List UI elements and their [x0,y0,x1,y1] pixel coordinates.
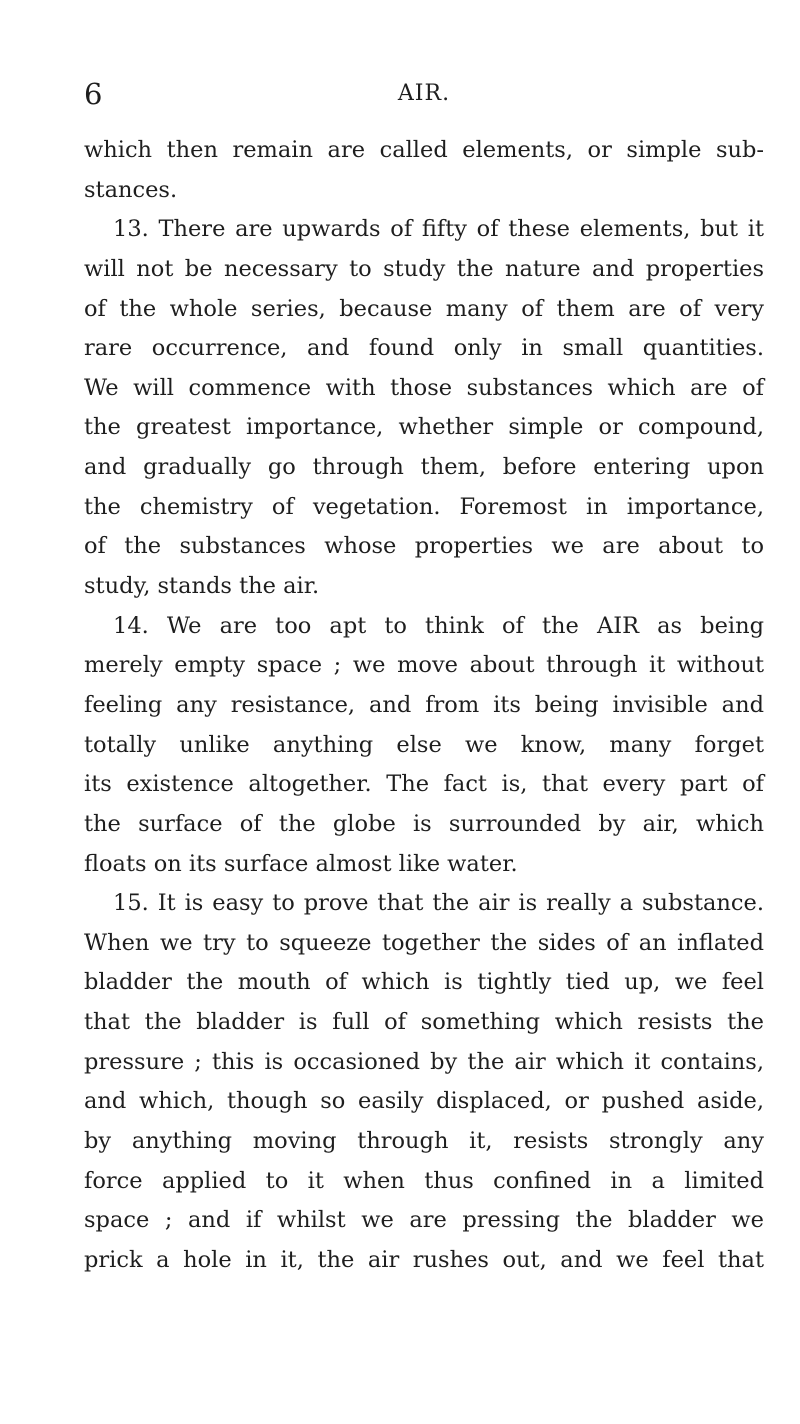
text-line: 15. It is easy to prove that the air is really a substance. [113,890,764,917]
text-line: the surface of the globe is surrounded by air, which [84,810,764,837]
body-text [84,131,764,1281]
text-line: stances. [84,176,178,203]
text-line: that the bladder is full of something which resists the [84,1009,764,1036]
text-line: 13. There are upwards of fifty of these elements, but it [113,216,764,243]
text-line: and which, though so easily displaced, or pushed aside, [84,1088,764,1115]
text-line: will not be necessary to study the nature and properties [84,255,764,282]
text-line: rare occurrence, and found only in small quantities. [84,335,764,362]
text-line: force applied to it when thus confined in a limited [84,1167,764,1194]
text-line: of the whole series, because many of them are of very [84,295,764,322]
text-line: which then remain are called elements, or simple sub- [84,137,764,163]
text-line: and gradually go through them, before entering upon [84,454,764,481]
text-line: bladder the mouth of which is tightly tied up, we feel [84,969,764,996]
page-number: 6 [84,77,103,111]
running-head: AIR. [397,81,451,106]
text-line: merely empty space ; we move about through it without [84,652,764,679]
text-line: the greatest importance, whether simple or compound, [84,414,764,441]
text-line: We will commence with those substances which are of [84,374,764,401]
text-line: floats on its surface almost like water. [84,850,518,877]
text-line: of the substances whose properties we are about to [84,533,764,560]
text-line: its existence altogether. The fact is, that every part of [84,771,764,798]
text-line: When we try to squeeze together the sides of an inflated [84,929,764,956]
text-line: study, stands the air. [84,573,320,600]
text-line: the chemistry of vegetation. Foremost in importance, [84,493,764,520]
text-line: space ; and if whilst we are pressing the bladder we [84,1207,764,1234]
text-line: feeling any resistance, and from its being invisible and [84,691,764,718]
page-header [84,74,764,114]
text-line: totally unlike anything else we know, many forget [84,731,764,758]
text-line: 14. We are too apt to think of the AIR as being [113,612,764,639]
text-line: by anything moving through it, resists strongly any [84,1128,764,1155]
text-line: prick a hole in it, the air rushes out, and we feel that [84,1246,764,1273]
text-line: pressure ; this is occasioned by the air which it contains, [84,1048,764,1075]
